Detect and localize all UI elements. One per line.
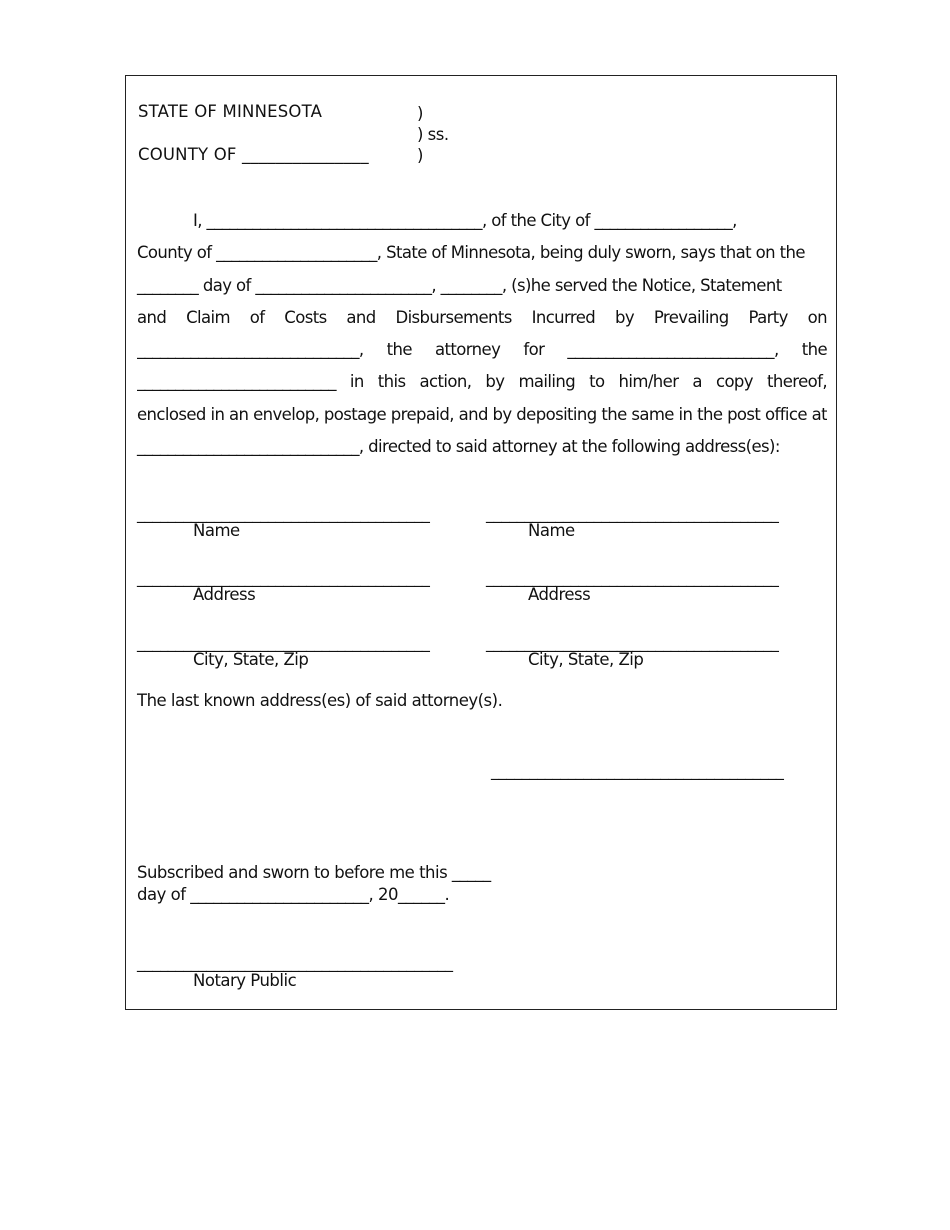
left-city-label: City, State, Zip [193,650,309,669]
state-heading: STATE OF MINNESOTA [138,102,323,121]
left-name-label: Name [193,521,240,540]
affiant-signature-blank[interactable]: ______________________________________ [491,761,784,780]
body-line-5: _____________________________, the attorney for ___________________________, the [137,340,827,360]
notary-label: Notary Public [193,971,297,990]
right-address-blank[interactable]: ______________________________________ [486,568,779,587]
right-city-label: City, State, Zip [528,650,644,669]
county-heading: COUNTY OF _______________ [138,145,369,164]
body-line-1: I, ____________________________________, of the City of __________________, [193,211,737,230]
body-line-4: and Claim of Costs and Disbursements Incurred by Prevailing Party on [137,307,827,327]
right-name-blank[interactable]: ______________________________________ [486,504,779,523]
body-line-8: _____________________________, directed to said attorney at the following address(es): [137,437,780,457]
right-city-blank[interactable]: ______________________________________ [486,633,779,652]
right-address-label: Address [528,585,591,604]
last-known-statement: The last known address(es) of said attorney(s). [137,691,503,710]
body-line-7: enclosed in an envelop, postage prepaid, and by depositing the same in the post office at [137,404,827,424]
body-line-2: County of _____________________, State of Minnesota, being duly sworn, says that on the [137,243,805,263]
body-line-6: __________________________ in this action, by mailing to him/her a copy thereof, [137,372,827,392]
notary-signature-blank[interactable]: _________________________________________ [137,953,453,972]
subscribed-line-2: day of _______________________, 20______. [137,885,450,904]
venue-paren-bottom: ) [417,146,423,165]
affidavit-body [137,205,827,463]
left-city-blank[interactable]: ______________________________________ [137,633,430,652]
right-name-label: Name [528,521,575,540]
subscribed-line-1: Subscribed and sworn to before me this _____ [137,863,491,882]
venue-paren-top: ) [417,104,423,123]
left-address-label: Address [193,585,256,604]
venue-ss: ) ss. [417,125,449,144]
left-address-blank[interactable]: ______________________________________ [137,568,430,587]
body-line-3: ________ day of _______________________, ________, (s)he served the Notice, Statement [137,275,782,295]
left-name-blank[interactable]: ______________________________________ [137,504,430,523]
